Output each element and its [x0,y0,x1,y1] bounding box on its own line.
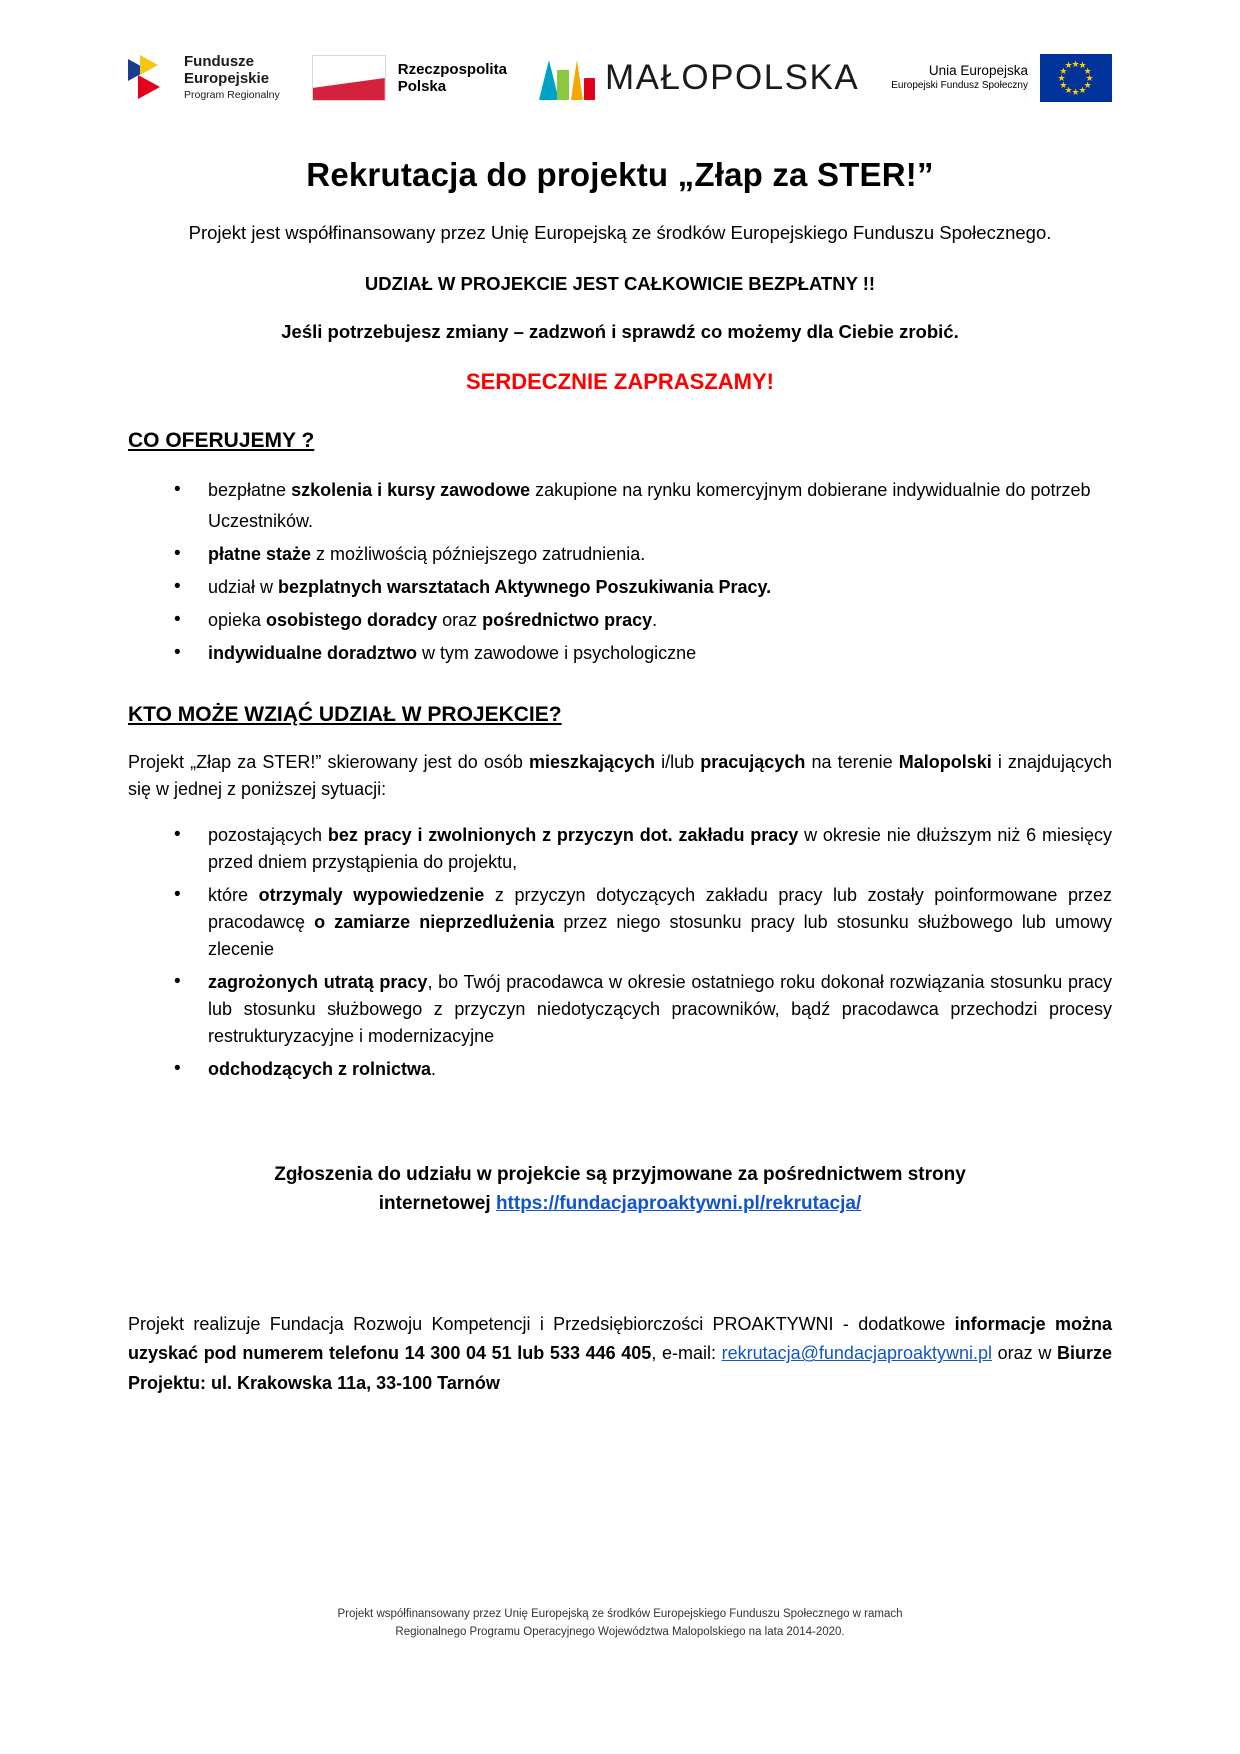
footer [0,1606,1240,1642]
offer-0-pre: bezpłatne [208,479,292,500]
who-1-strong2: o zamiarze nieprzedlużenia [314,912,555,933]
who-intro-d: pracujących [700,751,806,772]
malopolska-icon [539,56,595,100]
eu-star-icon: ★ [1059,79,1068,90]
ue-line2: Europejski Fundusz Społeczny [891,80,1028,92]
who-intro-c: i/lub [655,751,701,772]
offer-3-strong2: pośrednictwo pracy [482,609,653,630]
offer-3-pre: opieka [208,609,267,630]
application-info [152,1161,1088,1218]
rzeczpospolita-polska-logo [312,55,507,101]
who-1-post2: przez niego stosunku pracy lub stosunku służbowego lub umowy zlecenie [208,912,1112,960]
malopolska-wordmark: MAŁOPOLSKA [604,58,860,97]
ue-line1: Unia Europejska [928,63,1028,79]
offer-0-post: zakupione na rynku komercyjnym dobierane indywidualnie do potrzeb Uczestników. [208,479,1091,531]
invitation-note: SERDECZNIE ZAPRASZAMY! [465,368,774,394]
contact-t1: Projekt realizuje Fundacja Rozwoju Kompetencji i Przedsiębiorczości PROAKTYWNI - dodatkowe [128,1314,955,1335]
who-0-strong: bez pracy i zwolnionych z przyczyn dot. zakładu pracy [327,825,799,846]
contact-t5: Biurze Projektu: ul. Krakowska 11a, 33-100 Tarnów [128,1343,1112,1393]
eu-star-icon: ★ [1071,86,1080,97]
eligibility-list [128,822,1112,1083]
who-0-pre: pozostających [208,825,328,846]
rp-line1: Rzeczpospolita [397,60,507,78]
who-intro-b: mieszkających [528,751,656,772]
eu-star-icon: ★ [1083,65,1092,76]
who-intro-e: na terenie [805,751,899,772]
offer-3-post: oraz [437,609,483,630]
unia-europejska-logo [891,54,1112,102]
who-1-strong: otrzymaly wypowiedzenie [258,885,485,906]
footer-line1: Projekt współfinansowany przez Unię Europejską ze środków Europejskiego Funduszu Społecznego w ramach [337,1608,903,1621]
who-2-post: , bo Twój pracodawca w okresie ostatniego roku dokonał rozwiązania stosunku pracy lub stosunku służbowego z przyczyn niedotyczących pracowników, bądź pracodawca przechodzi procesy restrukturyzacyjne i modernizacyjne [208,972,1112,1047]
list-item [174,539,1112,570]
offer-2-pre: udział w [208,576,279,597]
who-1-pre: które [208,885,259,906]
list-item [174,882,1112,963]
offer-1-strong: płatne staże [208,543,312,564]
list-item [174,969,1112,1050]
eu-star-icon: ★ [1064,60,1073,71]
offer-3-post2: . [652,609,658,630]
eu-star-icon: ★ [1059,65,1068,76]
apply-line1: Zgłoszenia do udziału w projekcie są przyjmowane za pośrednictwem strony [274,1164,966,1186]
who-intro-f: Malopolski [898,751,992,772]
offer-4-strong: indywidualne doradztwo [208,642,418,663]
section-heading-offer: CO OFERUJEMY ? [128,428,315,452]
footer-line2: Regionalnego Programu Operacyjnego Województwa Malopolskiego na lata 2014-2020. [395,1626,845,1639]
lead-paragraph: Projekt jest współfinansowany przez Unię Europejską ze środków Europejskiego Funduszu Społecznego. [188,222,1052,243]
fe-line2: Europejskie [184,69,270,87]
who-intro-g: i znajdujących się w jednej z poniższej sytuacji: [128,751,1112,800]
who-1-post: z przyczyn dotyczących zakładu pracy lub zostały poinformowane przez pracodawcę [208,885,1112,933]
offer-1-post: z możliwością późniejszego zatrudnienia. [311,543,646,564]
offer-3-strong: osobistego doradcy [266,609,438,630]
free-participation-note: UDZIAŁ W PROJEKCIE JEST CAŁKOWICIE BEZPŁATNY !! [364,272,876,294]
logo-bar [128,38,1112,118]
fe-line1: Fundusze [184,52,254,70]
fe-line3: Program Regionalny [184,89,280,102]
contact-t4: oraz w [992,1343,1057,1364]
list-item [174,605,1112,636]
fundusze-europejskie-logo [128,54,280,102]
apply-line2-pre: internetowej [378,1192,496,1214]
call-to-action-note: Jeśli potrzebujesz zmiany – zadzwoń i sprawdź co możemy dla Ciebie zrobić. [281,320,959,342]
list-item [174,822,1112,876]
eu-star-icon: ★ [1085,72,1094,83]
contact-t3: , e-mail: [651,1343,722,1364]
eu-star-icon: ★ [1083,79,1092,90]
offer-2-strong: bezplatnych warsztatach Aktywnego Poszukiwania Pracy. [278,576,772,597]
eu-star-icon: ★ [1071,58,1080,69]
who-0-post: w okresie nie dłuższym niż 6 miesięcy przed dniem przystąpienia do projektu, [208,825,1112,873]
who-3-post: . [431,1059,437,1080]
eu-star-icon: ★ [1064,84,1073,95]
eligibility-intro [128,749,1112,805]
eu-flag-icon [1040,54,1112,102]
polish-flag-icon [312,55,386,101]
section-heading-eligibility: KTO MOŻE WZIĄĆ UDZIAŁ W PROJEKCIE? [128,702,562,726]
eu-star-icon: ★ [1078,84,1087,95]
who-3-strong: odchodzących z rolnictwa [208,1059,432,1080]
eu-star-icon: ★ [1078,60,1087,71]
email-link[interactable]: rekrutacja@fundacjaproaktywni.pl [721,1343,993,1364]
contact-info [128,1310,1112,1397]
rp-line2: Polska [397,78,447,95]
offer-4-post: w tym zawodowe i psychologiczne [417,642,697,663]
who-2-strong: zagrożonych utratą pracy [208,972,428,993]
fundusze-europejskie-icon [128,55,174,101]
list-item [174,572,1112,603]
list-item [174,638,1112,669]
offer-list [128,475,1112,669]
list-item [174,475,1112,537]
contact-t2: informacje można uzyskać pod numerem telefonu 14 300 04 51 lub 533 446 405 [128,1314,1112,1364]
offer-0-strong: szkolenia i kursy zawodowe [291,479,531,500]
recruitment-link[interactable]: https://fundacjaproaktywni.pl/rekrutacja/ [495,1192,862,1214]
malopolska-logo [539,56,859,100]
eu-star-icon: ★ [1057,72,1066,83]
list-item [174,1056,1112,1083]
who-intro-a: Projekt „Złap za STER!” skierowany jest do osób [128,751,529,772]
page-title: Rekrutacja do projektu „Złap za STER!” [306,156,934,193]
